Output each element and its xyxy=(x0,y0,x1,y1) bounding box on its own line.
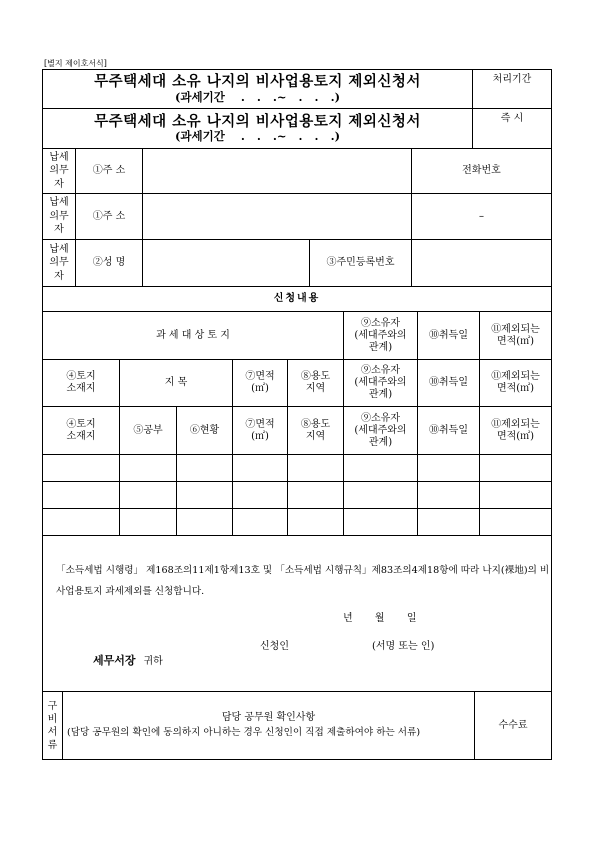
name-input[interactable] xyxy=(143,240,310,287)
official-check-note: (담당 공무원의 확인에 동의하지 아니하는 경우 신청인이 직접 제출하여야 하는 서류) xyxy=(67,727,421,739)
official-check-title: 담당 공무원 확인사항 xyxy=(221,712,316,724)
table-cell[interactable] xyxy=(344,455,418,482)
owner-header-3: ⑨소유자 (세대주와의 관계) xyxy=(344,407,418,455)
table-cell[interactable] xyxy=(418,455,480,482)
location-header-2: ④토지 소재지 xyxy=(43,407,120,455)
phone-input[interactable]: – xyxy=(412,194,552,240)
acquisition-date-header: ⑩취득일 xyxy=(418,312,480,360)
excluded-area-header-2: ⑪제외되는 면적(㎡) xyxy=(480,360,552,407)
address-input-2[interactable] xyxy=(143,194,412,240)
table-cell[interactable] xyxy=(177,482,233,509)
zoning-header-2: ⑧용도 지역 xyxy=(288,407,344,455)
address-label: ①주 소 xyxy=(76,149,143,194)
owner-header-2: ⑨소유자 (세대주와의 관계) xyxy=(344,360,418,407)
zoning-header: ⑧용도 지역 xyxy=(288,360,344,407)
title-cell-2 xyxy=(43,109,473,149)
processing-period-label: 처리기간 xyxy=(473,70,552,109)
official-check-cell xyxy=(63,692,475,760)
acquisition-date-header-2: ⑩취득일 xyxy=(418,360,480,407)
name-label: ②성 명 xyxy=(76,240,143,287)
form-title: 무주택세대 소유 나지의 비사업용토지 제외신청서 xyxy=(94,73,421,91)
owner-header: ⑨소유자 (세대주와의 관계) xyxy=(344,312,418,360)
excluded-area-header-3: ⑪제외되는 면적(㎡) xyxy=(480,407,552,455)
statement-text: 「소득세법 시행령」 제168조의11제1항제13호 및 「소득세법 시행규칙」제83조의4제18항에 따라 나지(裸地)의 비사업용토지 과세제외를 신청합니다. xyxy=(56,565,550,597)
table-cell[interactable] xyxy=(233,455,288,482)
taxpayer-table xyxy=(42,148,552,287)
fee-label: 수수료 xyxy=(475,692,552,760)
title-cell-1 xyxy=(43,70,473,109)
table-cell[interactable] xyxy=(480,482,552,509)
tax-period-2: (과세기간 . . .~ . . .) xyxy=(174,129,341,144)
form-title-2: 무주택세대 소유 나지의 비사업용토지 제외신청서 xyxy=(94,112,421,130)
table-cell[interactable] xyxy=(288,482,344,509)
table-cell[interactable] xyxy=(43,455,120,482)
resident-id-label: ③주민등록번호 xyxy=(310,240,412,287)
section-title: 신청내용 xyxy=(43,287,552,312)
land-type-header: 지 목 xyxy=(120,360,233,407)
taxpayer-side-label: 납세 의무 자 xyxy=(43,149,76,194)
processing-period-value: 즉 시 xyxy=(473,109,552,149)
table-cell[interactable] xyxy=(288,455,344,482)
table-cell[interactable] xyxy=(177,455,233,482)
area-header-2: ⑦면적 (㎡) xyxy=(233,407,288,455)
applicant-label: 신청인 xyxy=(260,641,289,652)
table-cell[interactable] xyxy=(120,455,177,482)
table-cell[interactable] xyxy=(233,482,288,509)
tax-office-label: 세무서장 xyxy=(93,654,136,667)
table-cell[interactable] xyxy=(344,482,418,509)
table-cell[interactable] xyxy=(43,482,120,509)
resident-id-input[interactable] xyxy=(412,240,552,287)
tax-period: (과세기간 . . .~ . . .) xyxy=(174,89,341,104)
acquisition-date-header-3: ⑩취득일 xyxy=(418,407,480,455)
address-input[interactable] xyxy=(143,149,412,194)
taxpayer-side-label-3: 납세 의무 자 xyxy=(43,240,76,287)
table-cell[interactable] xyxy=(418,482,480,509)
footer-table xyxy=(42,691,552,760)
header-table xyxy=(42,69,552,149)
table-cell[interactable] xyxy=(120,482,177,509)
application-table xyxy=(42,286,552,536)
tax-office-addressee xyxy=(93,652,163,668)
table-cell[interactable] xyxy=(480,455,552,482)
form-number-tag: [별지 제이호서식] xyxy=(44,59,107,68)
honorific: 귀하 xyxy=(143,656,163,667)
register-header: ⑤공부 xyxy=(120,407,177,455)
area-header: ⑦면적 (㎡) xyxy=(233,360,288,407)
excluded-area-header: ⑪제외되는 면적(㎡) xyxy=(480,312,552,360)
table-row xyxy=(43,455,552,482)
table-row xyxy=(43,482,552,509)
phone-label: 전화번호 xyxy=(412,149,552,194)
current-use-header: ⑥현황 xyxy=(177,407,233,455)
location-header: ④토지 소재지 xyxy=(43,360,120,407)
taxpayer-side-label-2: 납세 의무 자 xyxy=(43,194,76,240)
address-label-2: ①주 소 xyxy=(76,194,143,240)
signature-label: (서명 또는 인) xyxy=(372,641,435,652)
documents-side-label: 구 비 서 류 xyxy=(43,692,63,760)
date-line: 년 월 일 xyxy=(343,613,417,624)
land-header: 과 세 대 상 토 지 xyxy=(43,312,344,360)
